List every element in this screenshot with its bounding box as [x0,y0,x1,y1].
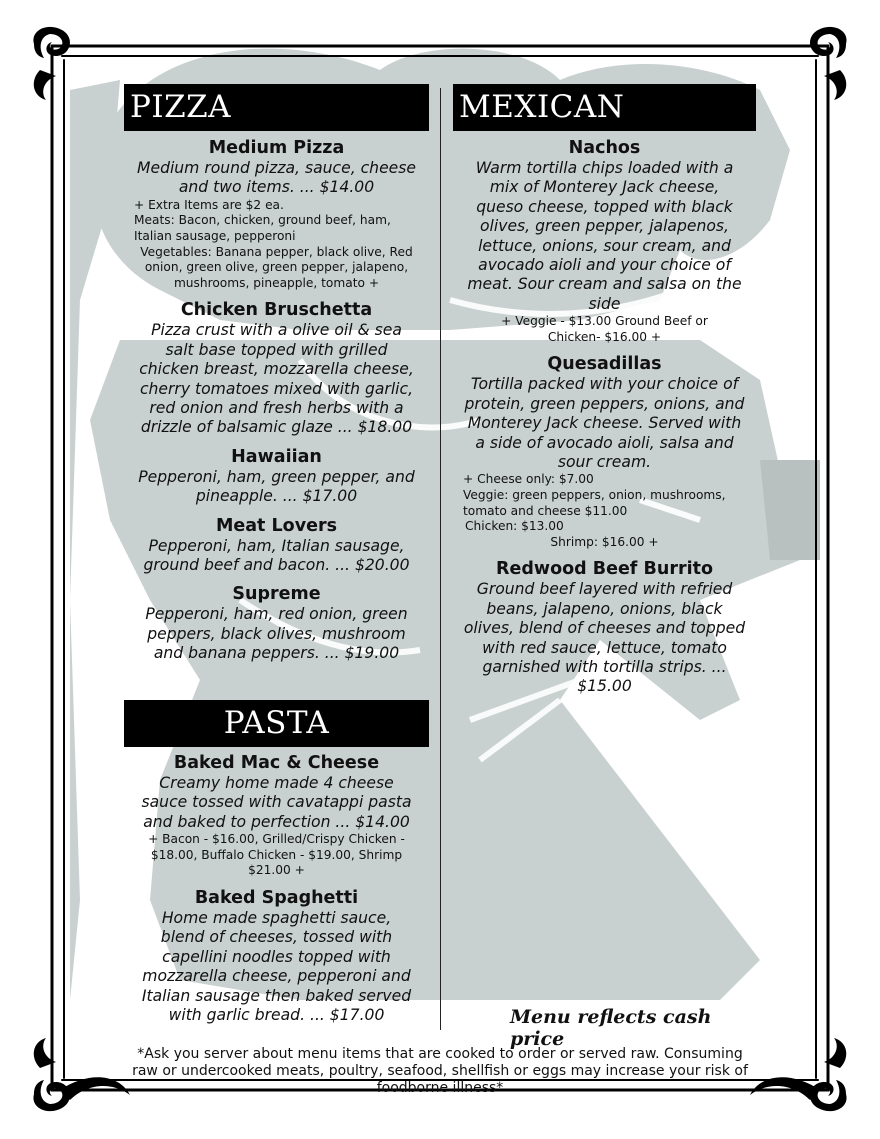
item-extra: Veggie: green peppers, onion, mushrooms, tomato and cheese $11.00 [463,488,726,518]
item-description: Pizza crust with a olive oil & sea salt base topped with grilled chicken breast, mozzarella cheese, cherry tomatoes mixed with garlic, red onion and fresh herbs with a drizzle of balsamic glaze ... $18.00 [139,321,414,437]
item-description: Warm tortilla chips loaded with a mix of Monterey Jack cheese, queso cheese, topped with black olives, green pepper, jalapenos, lettuce, onions, sour cream, and avocado aioli and your choice of meat. Sour cream and salsa on the side [467,159,742,313]
item-title: Hawaiian [231,446,322,467]
menu-item-medium-pizza [124,138,429,291]
item-title: Baked Spaghetti [194,888,359,908]
item-extra: Shrimp: $16.00 + [550,534,659,549]
item-extra: Chicken: $13.00 [465,519,564,534]
item-extra: Vegetables: Banana pepper, black olive, Red onion, green olive, green pepper, jalapeno, mushrooms, pineapple, tomato + [140,244,413,290]
item-description: Tortilla packed with your choice of protein, green peppers, onions, and Monterey Jack cheese. Served with a side of avocado aioli, salsa and sour cream. [464,375,745,472]
menu-item-supreme [124,584,429,663]
menu-item-redwood-beef-burrito [453,559,756,696]
menu-item-quesadillas [453,354,756,550]
item-title: Meat Lovers [215,515,338,536]
menu-item-meat-lovers [124,516,429,576]
item-title: Chicken Bruschetta [180,300,373,321]
item-description: Pepperoni, ham, Italian sausage, ground beef and bacon. ... $20.00 [143,536,410,575]
item-title: Quesadillas [547,354,662,375]
item-title: Nachos [568,138,641,158]
menu-item-chicken-bruschetta [124,300,429,437]
item-title: Redwood Beef Burrito [496,559,713,580]
mexican-heading: MEXICAN [453,84,756,131]
item-description: Home made spaghetti sauce, blend of cheeses, tossed with capellini noodles topped with mozzarella cheese, pepperoni and Italian sausage then baked served with garlic bread. ... $17.00 [141,909,412,1025]
menu-item-hawaiian [124,447,429,507]
item-description: Ground beef layered with refried beans, jalapeno, onions, black olives, blend of cheeses and topped with red sauce, lettuce, tomato garnished with tortilla strips. ... $15.00 [463,580,746,696]
column-divider [440,88,441,1030]
item-extra: + Veggie - $13.00 Ground Beef or Chicken- $16.00 + [501,314,708,344]
item-description: Creamy home made 4 cheese sauce tossed with cavatappi pasta and baked to perfection ... $14.00 [141,774,412,831]
item-extra: Meats: Bacon, chicken, ground beef, ham, Italian sausage, pepperoni [134,213,391,243]
item-description: Pepperoni, ham, red onion, green peppers, black olives, mushroom and banana peppers. ... $19.00 [145,605,408,663]
left-column [124,84,429,664]
menu-item-nachos [453,138,756,345]
pasta-column [124,700,429,1025]
allergen-disclaimer: *Ask you server about menu items that are cooked to order or served raw. Consuming raw or undercooked meats, poultry, seafood, shellfish or eggs may increase your risk of foodborne illness* [132,1046,748,1096]
item-title: Medium Pizza [208,138,345,158]
pizza-heading: PIZZA [124,84,429,131]
menu-item-baked-spaghetti [124,888,429,1025]
item-title: Baked Mac & Cheese [173,753,380,773]
item-description: Medium round pizza, sauce, cheese and two items. ... $14.00 [137,159,416,197]
item-extra: + Bacon - $16.00, Grilled/Crispy Chicken - $18.00, Buffalo Chicken - $19.00, Shrimp $21.00 + [148,832,405,878]
right-column [453,84,756,697]
pasta-heading: PASTA [124,700,429,747]
item-extra: + Cheese only: $7.00 [463,472,594,487]
item-title: Supreme [232,584,321,605]
item-description: Pepperoni, ham, green pepper, and pineapple. ... $17.00 [138,467,415,506]
menu-item-baked-mac-cheese [124,753,429,879]
item-extra: + Extra Items are $2 ea. [134,197,284,212]
cash-price-note: Menu reflects cash price [510,1006,712,1050]
